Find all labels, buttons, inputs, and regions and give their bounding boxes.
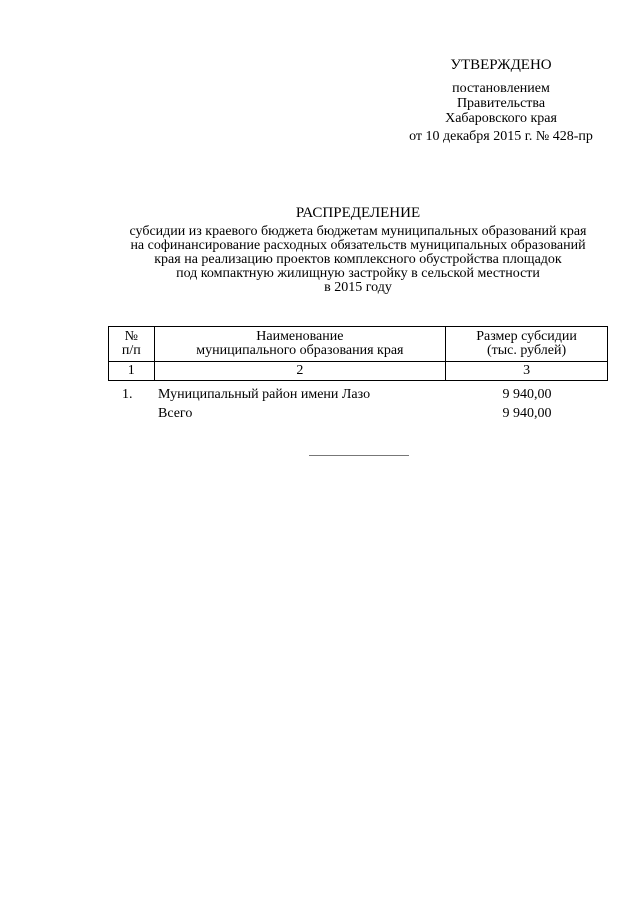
row-number: 1.: [122, 387, 133, 402]
column-number-row: [109, 362, 608, 381]
header-cell-number: [109, 327, 155, 362]
header-text: Наименование: [256, 329, 344, 344]
approval-stamp: [396, 58, 606, 144]
subtitle-line: в 2015 году: [324, 280, 392, 295]
table-header: [108, 326, 608, 381]
approval-line: Хабаровского края: [445, 111, 557, 126]
table-row: [108, 387, 608, 403]
document-title: РАСПРЕДЕЛЕНИЕ: [295, 205, 421, 221]
subtitle-line: под компактную жилищную застройку в сельской местности: [176, 266, 540, 281]
header-text: №: [124, 329, 138, 344]
approval-title: УТВЕРЖДЕНО: [450, 57, 552, 73]
row-value: 9 940,00: [502, 387, 552, 402]
header-row: [109, 327, 608, 362]
subtitle-line: субсидии из краевого бюджета бюджетам муниципальных образований края: [129, 224, 587, 239]
header-text: п/п: [121, 343, 141, 358]
subtitle-line: края на реализацию проектов комплексного обустройства площадок: [154, 252, 562, 267]
approval-line: постановлением: [452, 81, 550, 96]
header-text: муниципального образования края: [196, 343, 404, 358]
total-value: 9 940,00: [502, 406, 552, 421]
header-cell-name: [154, 327, 446, 362]
subtitle-line: на софинансирование расходных обязательств муниципальных образований: [130, 238, 586, 253]
approval-line: Правительства: [456, 96, 546, 111]
total-row: [108, 406, 608, 422]
column-number: 3: [446, 362, 608, 381]
end-divider: [309, 455, 409, 456]
header-cell-amount: [446, 327, 608, 362]
document-subtitle: [0, 225, 640, 295]
column-number: 2: [154, 362, 446, 381]
header-text: (тыс. рублей): [486, 343, 567, 358]
total-label: Всего: [158, 406, 193, 421]
column-number: 1: [109, 362, 155, 381]
header-text: Размер субсидии: [476, 329, 577, 344]
row-name: Муниципальный район имени Лазо: [158, 387, 371, 402]
approval-date: от 10 декабря 2015 г. № 428-пр: [409, 129, 593, 144]
